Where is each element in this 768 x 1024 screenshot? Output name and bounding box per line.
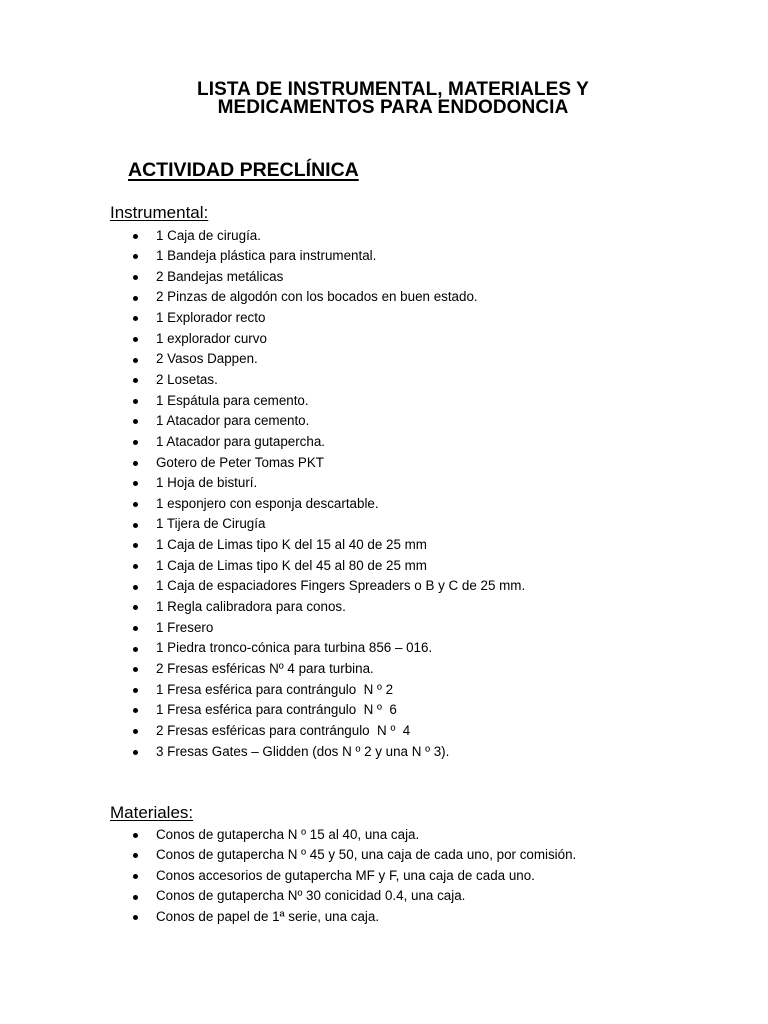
list-item: 1 Caja de espaciadores Fingers Spreaders o B y C de 25 mm. [0,576,525,597]
list-item: 2 Vasos Dappen. [0,349,525,370]
document-title-line-2: MEDICAMENTOS PARA ENDODONCIA [217,97,569,118]
activity-heading: ACTIVIDAD PRECLÍNICA [128,159,359,181]
document-title-line-1: LISTA DE INSTRUMENTAL, MATERIALES Y [197,79,589,100]
list-item: Conos accesorios de gutapercha MF y F, una caja de cada uno. [0,866,576,887]
list-item: 3 Fresas Gates – Glidden (dos N º 2 y una N º 3). [0,742,525,763]
list-item: 1 Fresa esférica para contrángulo N º 2 [0,680,525,701]
document-title [0,81,768,117]
list-item: 1 Caja de Limas tipo K del 45 al 80 de 25 mm [0,556,525,577]
list-item: 2 Pinzas de algodón con los bocados en buen estado. [0,287,525,308]
list-item: 1 Fresero [0,618,525,639]
list-item: 1 Regla calibradora para conos. [0,597,525,618]
list-item: 2 Bandejas metálicas [0,267,525,288]
list-item: 1 esponjero con esponja descartable. [0,494,525,515]
materiales-heading: Materiales: [110,803,194,822]
list-item: 1 Espátula para cemento. [0,391,525,412]
list-item: 1 Atacador para gutapercha. [0,432,525,453]
list-item: 2 Losetas. [0,370,525,391]
list-item: Conos de gutapercha N º 45 y 50, una caja de cada uno, por comisión. [0,845,576,866]
list-item: 2 Fresas esféricas para contrángulo N º 4 [0,721,525,742]
list-item: 1 Piedra tronco-cónica para turbina 856 – 016. [0,638,525,659]
list-item: 1 explorador curvo [0,329,525,350]
instrumental-list [0,226,525,763]
instrumental-heading: Instrumental: [110,203,209,222]
list-item: 1 Tijera de Cirugía [0,514,525,535]
list-item: Gotero de Peter Tomas PKT [0,453,525,474]
materiales-list [0,825,576,928]
list-item: 1 Fresa esférica para contrángulo N º 6 [0,700,525,721]
list-item: 1 Atacador para cemento. [0,411,525,432]
list-item: Conos de papel de 1ª serie, una caja. [0,907,576,928]
list-item: Conos de gutapercha Nº 30 conicidad 0.4, una caja. [0,886,576,907]
list-item: 2 Fresas esféricas Nº 4 para turbina. [0,659,525,680]
list-item: 1 Caja de cirugía. [0,226,525,247]
list-item: 1 Bandeja plástica para instrumental. [0,246,525,267]
list-item: Conos de gutapercha N º 15 al 40, una caja. [0,825,576,846]
list-item: 1 Hoja de bisturí. [0,473,525,494]
list-item: 1 Caja de Limas tipo K del 15 al 40 de 25 mm [0,535,525,556]
list-item: 1 Explorador recto [0,308,525,329]
